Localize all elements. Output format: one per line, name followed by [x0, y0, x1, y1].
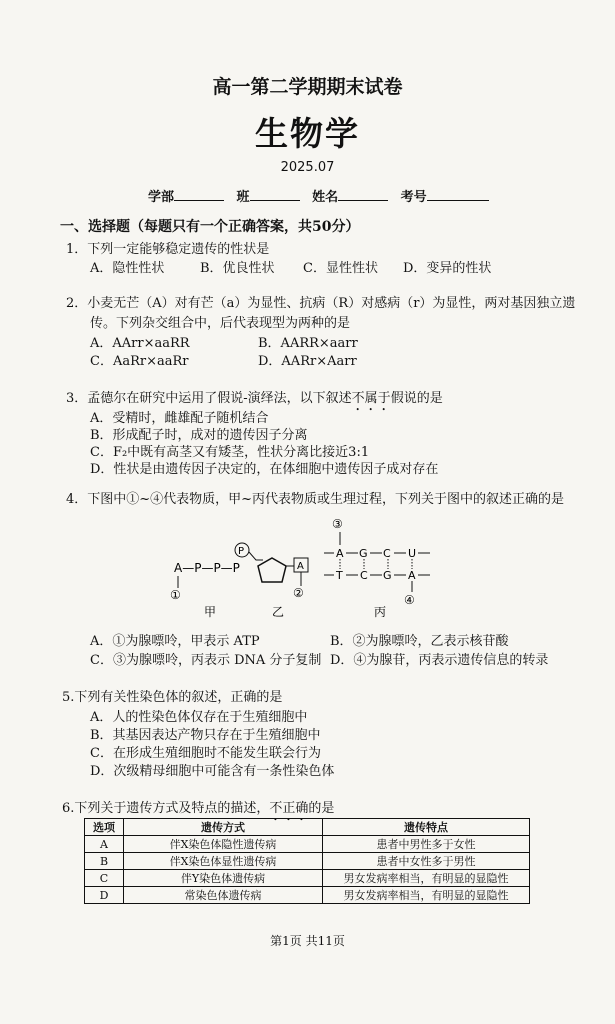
cell-option: D — [85, 887, 124, 904]
field-label-class: 班 — [236, 190, 250, 205]
table-row — [85, 853, 530, 870]
field-label-name: 姓名 — [312, 190, 339, 205]
base-pair-column-2 — [358, 547, 370, 582]
q4-option-b: B．②为腺嘌呤，乙表示核苷酸 — [330, 634, 509, 649]
marker-1: ① — [170, 588, 181, 602]
cell-feature: 患者中女性多于男性 — [323, 853, 530, 870]
q6-emphasis: 不正确 — [269, 801, 309, 816]
cell-option: C — [85, 870, 124, 887]
q6-stem-part-c: 的是 — [308, 801, 335, 816]
q3-stem-part-a: 3．孟德尔在研究中运用了假说-演绎法，以下叙述 — [66, 391, 352, 406]
cell-feature: 患者中男性多于女性 — [323, 836, 530, 853]
q1-option-c: C．显性性状 — [303, 261, 378, 276]
cell-mode: 常染色体遗传病 — [124, 887, 323, 904]
header-option: 选项 — [85, 819, 124, 836]
header-feature: 遗传特点 — [323, 819, 530, 836]
section-title: 一、选择题（每题只有一个正确答案，共50分） — [60, 219, 360, 235]
field-label-division: 学部 — [148, 190, 175, 205]
figure-label-bing: 丙 — [374, 605, 387, 619]
q5-option-b: B．其基因表达产物只存在于生殖细胞中 — [90, 728, 321, 743]
q5-option-a: A．人的性染色体仅存在于生殖细胞中 — [90, 710, 308, 725]
table-header-row — [85, 819, 530, 836]
marker-2: ② — [293, 586, 304, 600]
base-label: A — [297, 561, 304, 572]
q3-option-c: C．F₂中既有高茎又有矮茎，性状分离比接近3:1 — [90, 445, 370, 460]
q2-option-b: B．AARR×aarr — [258, 336, 358, 351]
q3-option-b: B．形成配子时，成对的遗传因子分离 — [90, 428, 308, 443]
q5-option-d: D．次级精母细胞中可能含有一条性染色体 — [90, 764, 335, 779]
marker-3: ③ — [332, 517, 343, 531]
base-pair-column-3 — [382, 547, 394, 582]
bottom-base-3: G — [383, 569, 392, 582]
q2-option-d: D．AARr×Aarr — [258, 354, 357, 369]
table-row — [85, 836, 530, 853]
top-base-4: U — [408, 547, 417, 560]
table-row — [85, 887, 530, 904]
cell-feature: 男女发病率相当，有明显的显隐性 — [323, 870, 530, 887]
question-4-stem: 4．下图中①~④代表物质，甲~丙代表物质或生理过程，下列关于图中的叙述正确的是 — [66, 492, 565, 507]
pentose-sugar — [258, 558, 286, 582]
top-base-3: C — [383, 547, 391, 560]
figure-label-yi: 乙 — [272, 605, 285, 619]
exam-number-blank[interactable] — [427, 188, 489, 201]
bottom-base-1: T — [336, 569, 343, 582]
top-base-2: G — [359, 547, 368, 560]
q4-option-a: A．①为腺嘌呤，甲表示 ATP — [90, 634, 260, 649]
q2-option-c: C．AaRr×aaRr — [90, 354, 189, 369]
q1-option-b: B．优良性状 — [200, 261, 275, 276]
question-5-stem: 5.下列有关性染色体的叙述，正确的是 — [62, 690, 283, 705]
q4-option-d: D．④为腺苷，丙表示遗传信息的转录 — [330, 653, 549, 668]
header-mode: 遗传方式 — [124, 819, 323, 836]
base-pair-column-4 — [406, 547, 418, 582]
question-1-stem: 1．下列一定能够稳定遗传的性状是 — [66, 242, 270, 257]
bottom-base-2: C — [360, 569, 368, 582]
q3-option-a: A．受精时，雌雄配子随机结合 — [90, 411, 269, 426]
bottom-base-4: A — [408, 569, 416, 582]
cell-mode: 伴X染色体显性遗传病 — [124, 853, 323, 870]
subject-title: 生物学 — [255, 114, 360, 153]
cell-option: B — [85, 853, 124, 870]
phosphate-label: P — [238, 546, 245, 557]
atp-structure: A—P—P—P — [174, 561, 240, 575]
exam-date: 2025.07 — [280, 160, 335, 175]
cell-feature: 男女发病率相当，有明显的显隐性 — [323, 887, 530, 904]
figure-label-jia: 甲 — [204, 605, 217, 619]
q4-option-c: C．③为腺嘌呤，丙表示 DNA 分子复制 — [90, 653, 322, 668]
name-blank[interactable] — [338, 188, 388, 201]
class-blank[interactable] — [250, 188, 300, 201]
inheritance-table — [84, 818, 530, 904]
q6-stem-part-a: 6.下列关于遗传方式及特点的描述， — [62, 801, 270, 816]
phosphate-bond — [249, 552, 263, 560]
page-footer: 第1页 共11页 — [270, 934, 345, 948]
molecule-figure — [160, 512, 460, 624]
field-label-exam-number: 考号 — [400, 190, 427, 205]
top-base-1: A — [336, 547, 344, 560]
question-2-stem-line1: 2．小麦无芒（A）对有芒（a）为显性、抗病（R）对感病（r）为显性，两对基因独立遗 — [66, 296, 576, 311]
q5-option-c: C．在形成生殖细胞时不能发生联会行为 — [90, 746, 321, 761]
base-pair-column-1 — [334, 547, 346, 582]
q3-option-d: D．性状是由遗传因子决定的，在体细胞中遗传因子成对存在 — [90, 462, 439, 477]
table-row — [85, 870, 530, 887]
q2-option-a: A．AArr×aaRR — [90, 336, 190, 351]
division-blank[interactable] — [174, 188, 224, 201]
question-2-stem-line2: 传。下列杂交组合中，后代表现型为两种的是 — [90, 316, 351, 331]
q3-stem-part-c: 假说的是 — [390, 391, 443, 406]
q1-option-d: D．变异的性状 — [403, 261, 492, 276]
cell-mode: 伴X染色体隐性遗传病 — [124, 836, 323, 853]
q1-option-a: A．隐性性状 — [90, 261, 165, 276]
student-info-line — [148, 186, 497, 205]
cell-option: A — [85, 836, 124, 853]
exam-title: 高一第二学期期末试卷 — [212, 76, 403, 98]
marker-4: ④ — [404, 593, 415, 607]
cell-mode: 伴Y染色体遗传病 — [124, 870, 323, 887]
q3-emphasis: 不属于 — [351, 391, 391, 406]
